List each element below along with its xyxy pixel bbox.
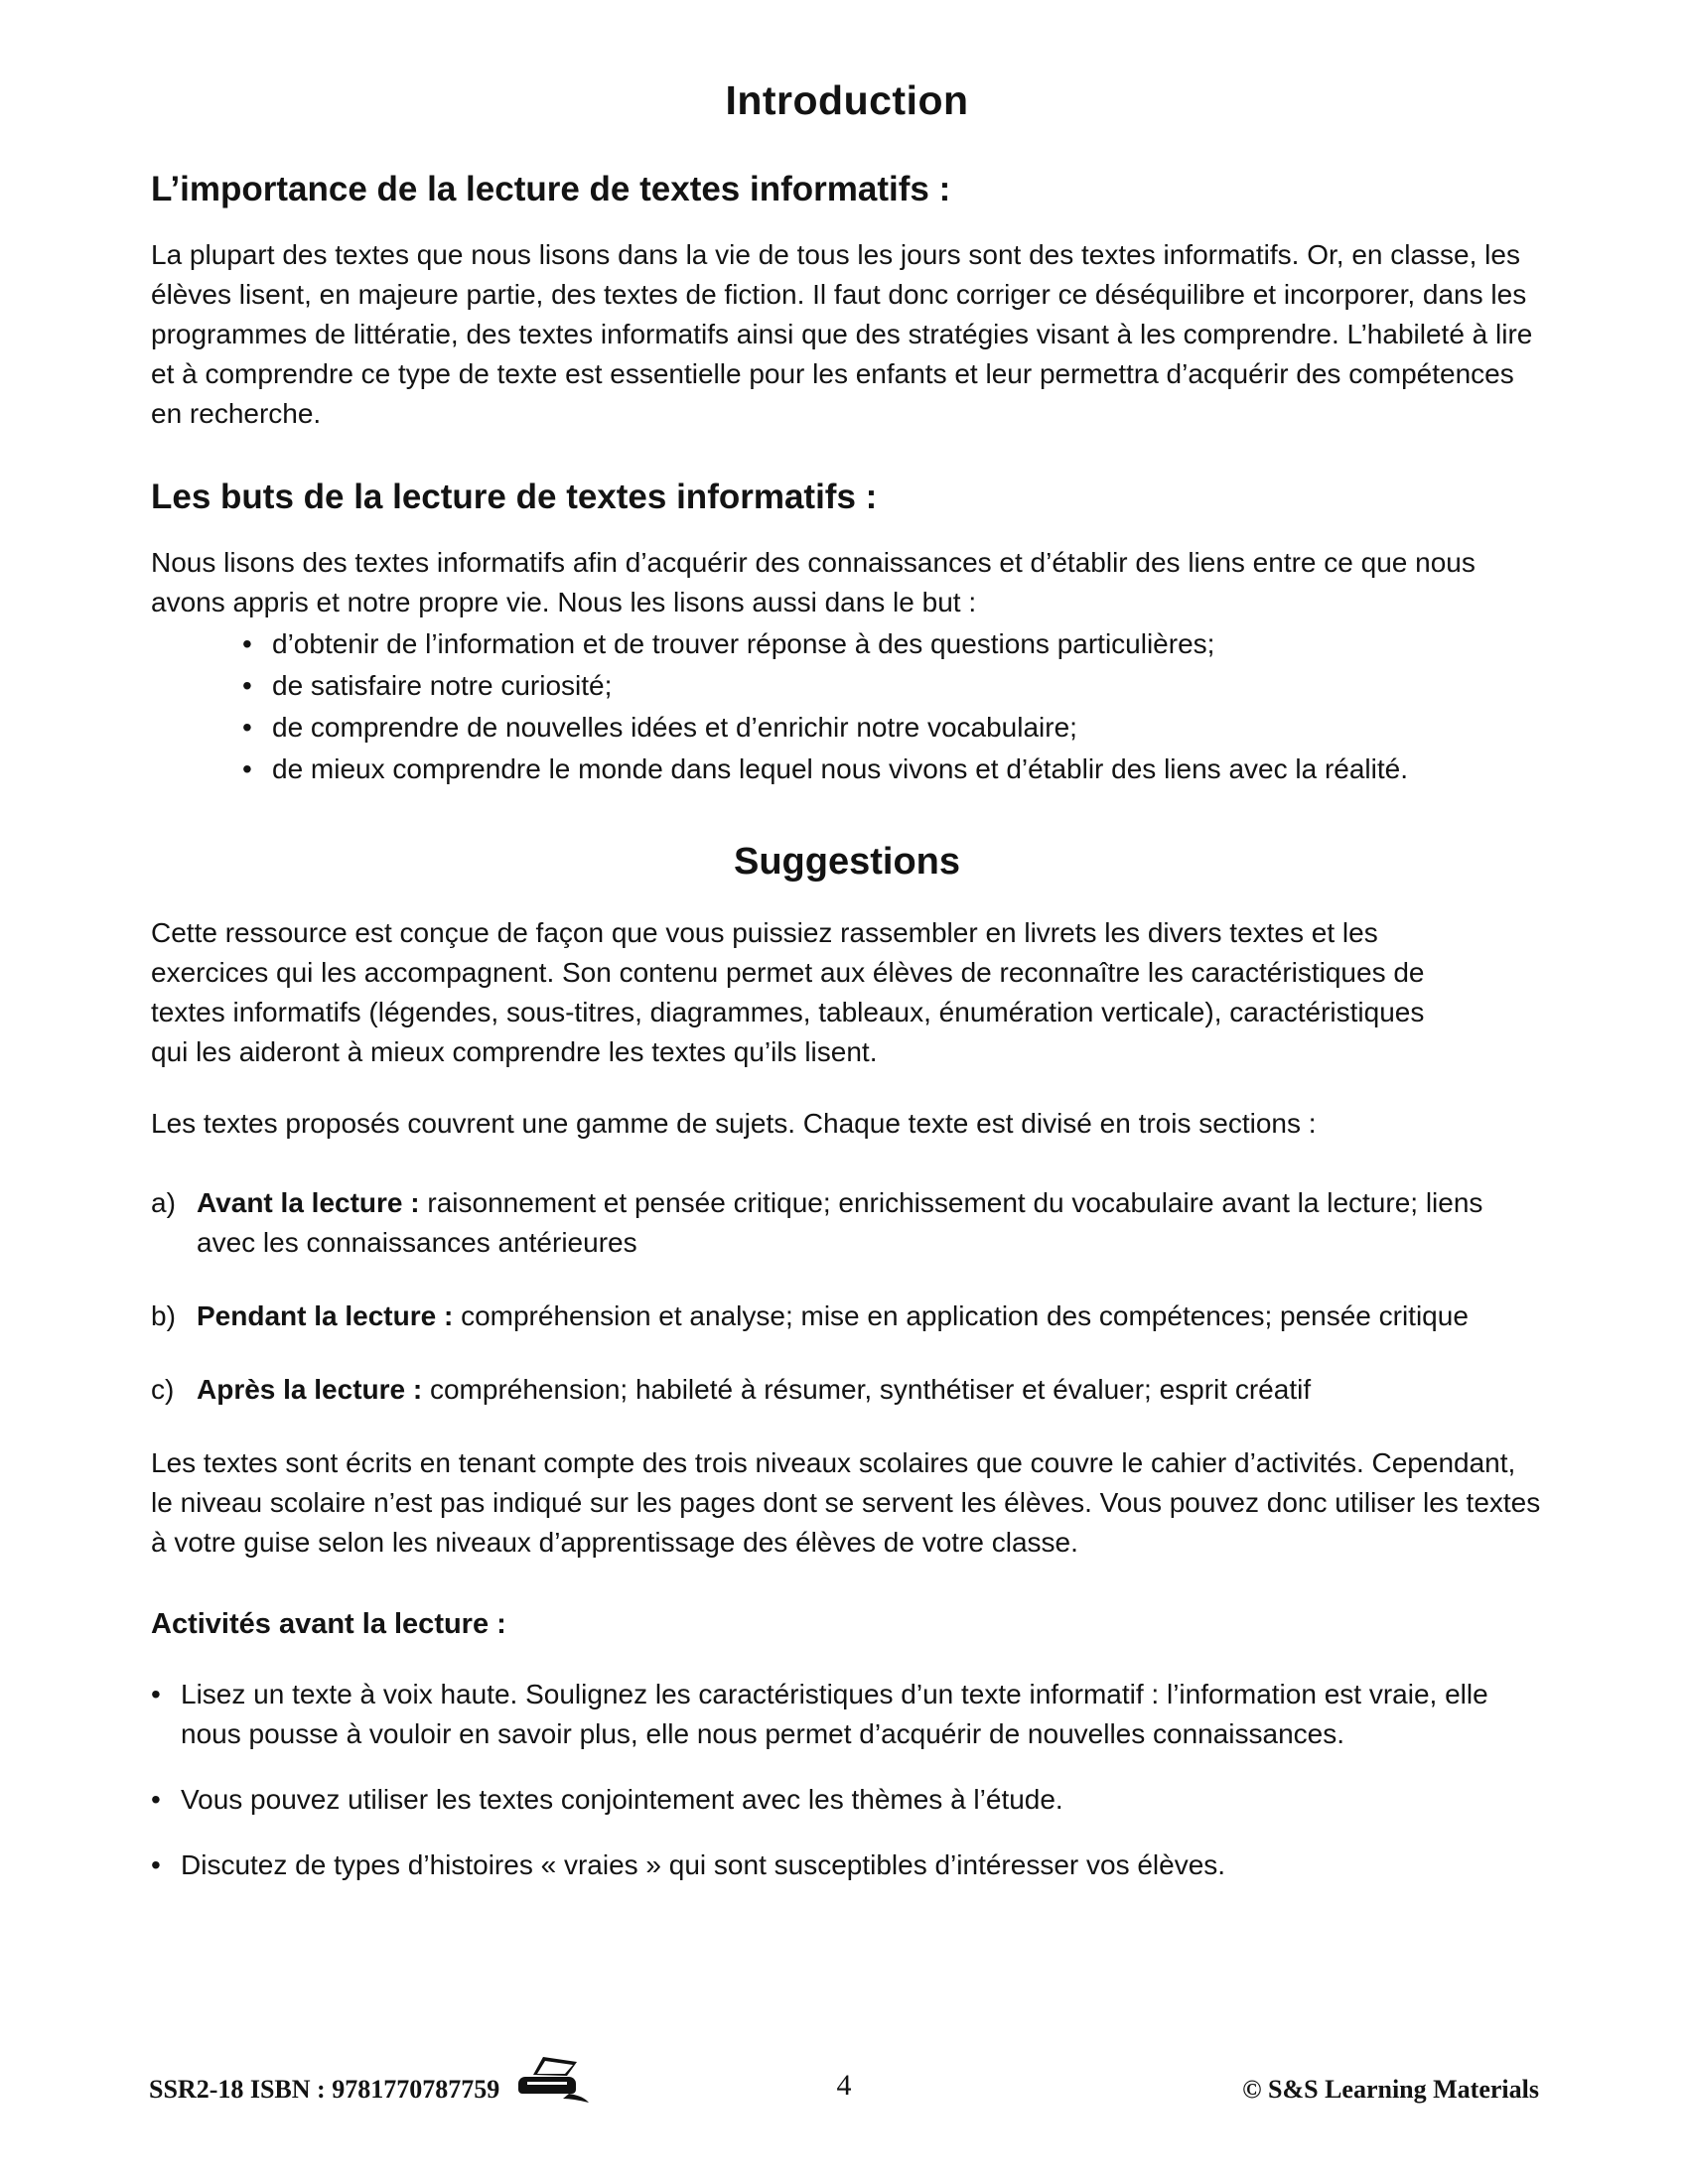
list-item	[242, 750, 1414, 789]
bullet-marker: •	[151, 1784, 161, 1815]
page-title: Introduction	[725, 77, 969, 123]
page-footer	[149, 2051, 1539, 2111]
bullet-marker: •	[242, 628, 252, 659]
page-content	[151, 77, 1543, 1911]
item-label: Avant la lecture :	[197, 1187, 420, 1218]
list-item-text: d’obtenir de l’information et de trouver réponse à des questions particulières;	[272, 628, 1215, 659]
item-marker: c)	[151, 1374, 175, 1405]
item-text	[197, 1370, 1543, 1410]
page-number: 4	[836, 2069, 852, 2102]
bullet-marker: •	[151, 1679, 161, 1709]
bullet-marker: •	[151, 1849, 161, 1880]
heading-importance: L’importance de la lecture de textes informatifs :	[151, 170, 951, 208]
heading-suggestions: Suggestions	[733, 841, 961, 883]
list-item-text: de satisfaire notre curiosité;	[272, 670, 613, 701]
isbn-text: SSR2-18 ISBN : 9781770787759	[149, 2075, 500, 2104]
paragraph-suggestions-1: Cette ressource est conçue de façon que vous puissiez rassembler en livrets les divers textes et les exercices qui les accompagnent. Son contenu permet aux élèves de reconnaître les caractéristiques de textes informatifs (légendes, sous-titres, diagrammes, tableaux, énumération verticale), caractéristiques qui les aideront à mieux comprendre les textes qu’ils lisent.	[151, 917, 1425, 1067]
item-label: Pendant la lecture :	[197, 1300, 454, 1331]
list-item	[242, 666, 1543, 706]
list-item-text: de mieux comprendre le monde dans lequel nous vivons et d’établir des liens avec la réalité.	[272, 753, 1408, 784]
activites-bullet-list	[151, 1675, 1543, 1885]
bullet-marker: •	[242, 753, 252, 784]
section-item-pendant	[151, 1297, 1543, 1336]
heading-buts: Les buts de la lecture de textes informatifs :	[151, 478, 878, 516]
heading-activites: Activités avant la lecture :	[151, 1608, 506, 1640]
list-item-text: de comprendre de nouvelles idées et d’enrichir notre vocabulaire;	[272, 712, 1077, 743]
list-item	[151, 1780, 1543, 1820]
paragraph-suggestions-2: Les textes proposés couvrent une gamme de sujets. Chaque texte est divisé en trois sections :	[151, 1108, 1317, 1139]
list-item-text: Discutez de types d’histoires « vraies » qui sont susceptibles d’intéresser vos élèves.	[181, 1849, 1226, 1880]
buts-bullet-list	[151, 624, 1543, 789]
item-marker: a)	[151, 1187, 176, 1218]
list-item	[242, 708, 1543, 748]
list-item	[151, 1845, 1543, 1885]
paragraph-buts-intro: Nous lisons des textes informatifs afin d’acquérir des connaissances et d’établir des liens entre ce que nous avons appris et notre propre vie. Nous les lisons aussi dans le but :	[151, 547, 1476, 617]
list-item	[242, 624, 1543, 664]
item-body: compréhension et analyse; mise en application des compétences; pensée critique	[453, 1300, 1469, 1331]
item-body: compréhension; habileté à résumer, synthétiser et évaluer; esprit créatif	[422, 1374, 1312, 1405]
item-text	[197, 1297, 1543, 1336]
list-item-text: Vous pouvez utiliser les textes conjointement avec les thèmes à l’étude.	[181, 1784, 1063, 1815]
item-label: Après la lecture :	[197, 1374, 423, 1405]
publisher-logo-icon	[517, 2053, 591, 2105]
list-item-text: Lisez un texte à voix haute. Soulignez les caractéristiques d’un texte informatif : l’information est vraie, elle nous pousse à vouloir en savoir plus, elle nous permet d’acquérir de nouvelles connaissances.	[181, 1679, 1488, 1749]
item-body: raisonnement et pensée critique; enrichissement du vocabulaire avant la lecture; liens avec les connaissances antérieures	[197, 1187, 1483, 1258]
bullet-marker: •	[242, 712, 252, 743]
paragraph-importance: La plupart des textes que nous lisons dans la vie de tous les jours sont des textes informatifs. Or, en classe, les élèves lisent, en majeure partie, des textes de fiction. Il faut donc corriger ce déséquilibre et incorporer, dans les programmes de littératie, des textes informatifs ainsi que des stratégies visant à les comprendre. L’habileté à lire et à comprendre ce type de texte est essentielle pour les enfants et leur permettra d’acquérir des compétences en recherche.	[151, 239, 1533, 429]
item-text	[197, 1183, 1543, 1263]
copyright-text: © S&S Learning Materials	[1242, 2075, 1539, 2104]
footer-left	[149, 2053, 591, 2105]
bullet-marker: •	[242, 670, 252, 701]
section-item-avant	[151, 1183, 1543, 1263]
paragraph-niveaux: Les textes sont écrits en tenant compte des trois niveaux scolaires que couvre le cahier d’activités. Cependant, le niveau scolaire n’est pas indiqué sur les pages dont se servent les élèves. Vous pouvez donc utiliser les textes à votre guise selon les niveaux d’apprentissage des élèves de votre classe.	[151, 1447, 1541, 1558]
item-marker: b)	[151, 1300, 176, 1331]
list-item	[151, 1675, 1543, 1754]
section-item-apres	[151, 1370, 1543, 1410]
